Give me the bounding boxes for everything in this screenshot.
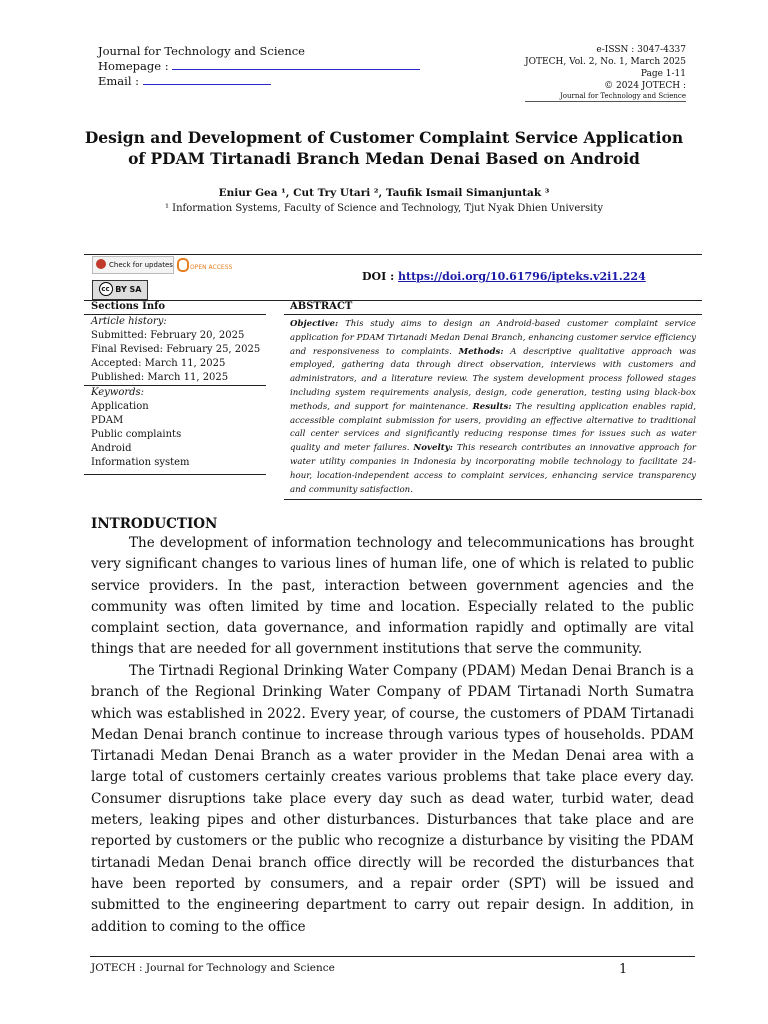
divider-top [84,254,702,255]
cc-icon: cc [99,282,113,296]
authors: Eniur Gea ¹, Cut Try Utari ², Taufik Ismail Simanjuntak ³ [218,187,550,199]
divider-mid [84,300,702,301]
history-accepted: Accepted: March 11, 2025 [91,358,226,369]
copyright-sub: Journal for Technology and Science [525,92,686,102]
keyword-item: PDAM [91,415,124,426]
email-label: Email : [98,74,140,88]
novelty-label: Novelty: [413,443,453,454]
page-number: 1 [619,962,628,977]
email-link[interactable] [143,74,271,85]
intro-paragraph-1: The development of information technology and telecommunications has brought very significant changes to various lines of human life, one of which is related to public service providers. In the past, interaction between government agencies and the community was often limited by time and location. Especially related to the public complaint section, data governance, and information rapidly and optimally are vital things that are needed for all government institutions that serve the community. [91,535,694,658]
homepage-label: Homepage : [98,59,169,73]
methods-text: A descriptive qualitative approach was employed, gathering data through direct observation, interviews with customers and administrators, and a literature review. The system development process followed stages including system requirements analysis, design, code generation, testing using black-box methods, and support for maintenance. [290,346,696,412]
history-revised: Final Revised: February 25, 2025 [91,344,261,355]
doi-row [362,270,646,283]
keywords-label: Keywords: [91,387,145,398]
title-line-2: of PDAM Tirtanadi Branch Medan Denai Based on Android [128,149,640,168]
check-for-updates-badge[interactable] [92,256,174,274]
footer-divider [90,956,695,957]
sections-info [84,314,266,475]
open-access-label: OPEN ACCESS [190,264,233,271]
intro-paragraph-2: The Tirtnadi Regional Drinking Water Company (PDAM) Medan Denai Branch is a branch of the Regional Drinking Water Company of PDAM Tirtanadi North Sumatra which was established in 2022. Every year, of course, the customers of PDAM Tirtanadi Medan Denai branch continue to increase through various types of households. PDAM Tirtanadi Medan Denai Branch as a water provider in the Medan Denai area with a large total of customers certainly creates various problems that take place every day. Consumer disruptions take place every day such as dead water, turbid water, dead meters, leaking pipes and other disturbances. Disturbances that take place and are reported by customers or the public who recognize a disturbance by visiting the PDAM tirtanadi Medan Denai branch office directly will be recorded the disturbances that have been reported by consumers, and a repair order (SPT) will be issued and submitted to the engineering department to carry out repair design. In addition, in addition to coming to the office [91,663,694,935]
affiliation: ¹ Information Systems, Faculty of Science and Technology, Tjut Nyak Dhien University [164,203,604,214]
copyright: © 2024 JOTECH : [604,81,686,91]
homepage-link[interactable] [172,59,420,70]
cc-label: BY SA [115,285,142,294]
results-label: Results: [472,401,512,412]
header-right [525,44,686,102]
novelty-text: This research contributes an innovative approach for water utility companies in Indonesia by incorporating mobile technology to facilitate 24-hour, location-independent access to complaint services, enhancing service transparency and community satisfaction. [290,443,697,495]
check-label: Check for updates [109,261,173,269]
abstract-box [284,314,702,500]
volume-info: JOTECH, Vol. 2, No. 1, March 2025 [525,57,686,67]
journal-name: Journal for Technology and Science [98,44,305,58]
abstract-heading: ABSTRACT [290,301,353,312]
keyword-item: Information system [91,457,190,468]
open-access-icon [177,258,189,272]
objective-label: Objective: [290,319,339,329]
objective-text: This study aims to design an Android-based customer complaint service application for PDAM Tirtanadi Medan Denai Branch, enhancing customer service efficiency and responsiveness to complaints. [290,319,696,357]
header-left [98,44,420,89]
cc-license-badge[interactable] [92,280,148,300]
keyword-item: Android [91,443,132,454]
sections-info-heading: Sections Info [91,301,166,312]
open-access-badge [176,258,232,272]
abstract-text [284,315,702,499]
results-text: The resulting application enables rapid, accessible complaint submission for users, providing an effective alternative to traditional call center services and significantly reducing response times for issues such as water quality and meter failures. [290,401,696,454]
keyword-item: Public complaints [91,429,182,440]
history-published: Published: March 11, 2025 [91,372,229,383]
methods-label: Methods: [458,346,504,357]
keyword-item: Application [91,401,149,412]
doi-link[interactable]: https://doi.org/10.61796/ipteks.v2i1.224 [398,270,646,283]
doi-label: DOI : [362,270,395,283]
paper-title [60,127,708,169]
eissn: e-ISSN : 3047-4337 [596,45,686,55]
history-submitted: Submitted: February 20, 2025 [91,330,245,341]
introduction-heading: INTRODUCTION [91,516,218,532]
page-range: Page 1-11 [640,69,686,79]
title-line-1: Design and Development of Customer Complaint Service Application [84,128,684,147]
footer-journal: JOTECH : Journal for Technology and Science [91,962,335,974]
history-label: Article history: [91,316,167,327]
crossmark-icon [96,259,106,269]
